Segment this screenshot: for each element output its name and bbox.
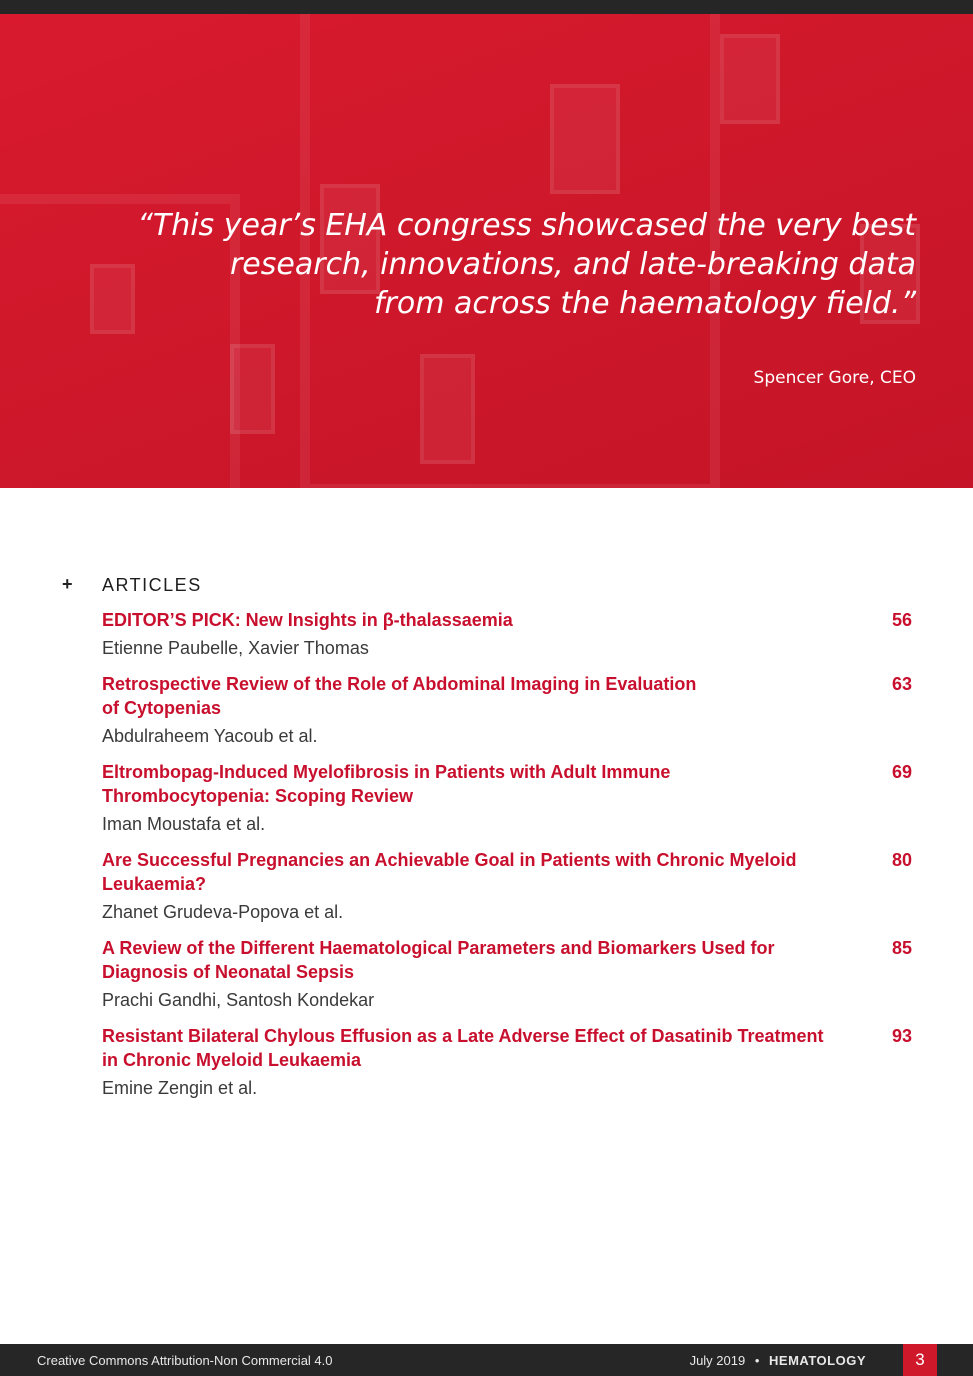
hero-quote [56, 206, 916, 323]
top-strip [0, 0, 973, 14]
article-authors: Etienne Paubelle, Xavier Thomas [102, 638, 369, 658]
list-item[interactable] [102, 848, 912, 924]
toc-header [0, 572, 973, 602]
article-title-link[interactable]: Resistant Bilateral Chylous Effusion as a Late Adverse Effect of Dasatinib Treatment in Chronic Myeloid Leukaemia [102, 1026, 824, 1070]
quote-line: “This year’s EHA congress showcased the very best [137, 208, 916, 243]
plus-icon: + [62, 574, 73, 594]
article-page-number: 85 [891, 938, 912, 958]
license-text: Creative Commons Attribution-Non Commercial 4.0 [37, 1353, 333, 1368]
list-item[interactable] [102, 672, 912, 748]
article-page-number: 56 [891, 610, 912, 630]
page-footer [0, 1344, 973, 1376]
table-of-contents [0, 572, 973, 1100]
article-title-link[interactable]: A Review of the Different Haematological Parameters and Biomarkers Used for Diagnosis of Neonatal Sepsis [102, 938, 775, 982]
hero-banner [0, 14, 973, 488]
article-title-link[interactable]: Eltrombopag-Induced Myelofibrosis in Patients with Adult Immune Thrombocytopenia: Scoping Review [102, 762, 671, 806]
quote-author: Spencer Gore, CEO [753, 368, 916, 388]
issue-info [690, 1353, 866, 1368]
article-title-link[interactable]: Are Successful Pregnancies an Achievable Goal in Patients with Chronic Myeloid Leukaemia? [102, 850, 797, 894]
list-item[interactable] [102, 1024, 912, 1100]
issue-date: July 2019 [689, 1353, 746, 1368]
window-shape [550, 84, 620, 194]
article-page-number: 93 [891, 1026, 912, 1046]
article-authors: Iman Moustafa et al. [102, 814, 266, 834]
window-shape [720, 34, 780, 124]
article-page-number: 69 [891, 762, 912, 782]
list-item[interactable] [102, 608, 912, 660]
quote-line: from across the haematology field.” [373, 286, 916, 321]
page-number-badge: 3 [903, 1344, 937, 1376]
article-page-number: 63 [891, 674, 912, 694]
article-title-link[interactable]: EDITOR’S PICK: New Insights in β-thalassaemia [102, 610, 513, 630]
article-authors: Prachi Gandhi, Santosh Kondekar [102, 990, 375, 1010]
list-item[interactable] [102, 760, 912, 836]
quote-line: research, innovations, and late-breaking data [229, 247, 916, 282]
window-shape [420, 354, 475, 464]
journal-name: HEMATOLOGY [769, 1353, 866, 1368]
article-authors: Zhanet Grudeva-Popova et al. [102, 902, 344, 922]
article-page-number: 80 [891, 850, 912, 870]
section-title: ARTICLES [102, 575, 202, 595]
separator-dot: • [754, 1353, 760, 1368]
article-authors: Abdulraheem Yacoub et al. [102, 726, 318, 746]
window-shape [230, 344, 275, 434]
article-title-link[interactable]: Retrospective Review of the Role of Abdominal Imaging in Evaluation of Cytopenias [102, 674, 697, 718]
article-authors: Emine Zengin et al. [102, 1078, 258, 1098]
list-item[interactable] [102, 936, 912, 1012]
